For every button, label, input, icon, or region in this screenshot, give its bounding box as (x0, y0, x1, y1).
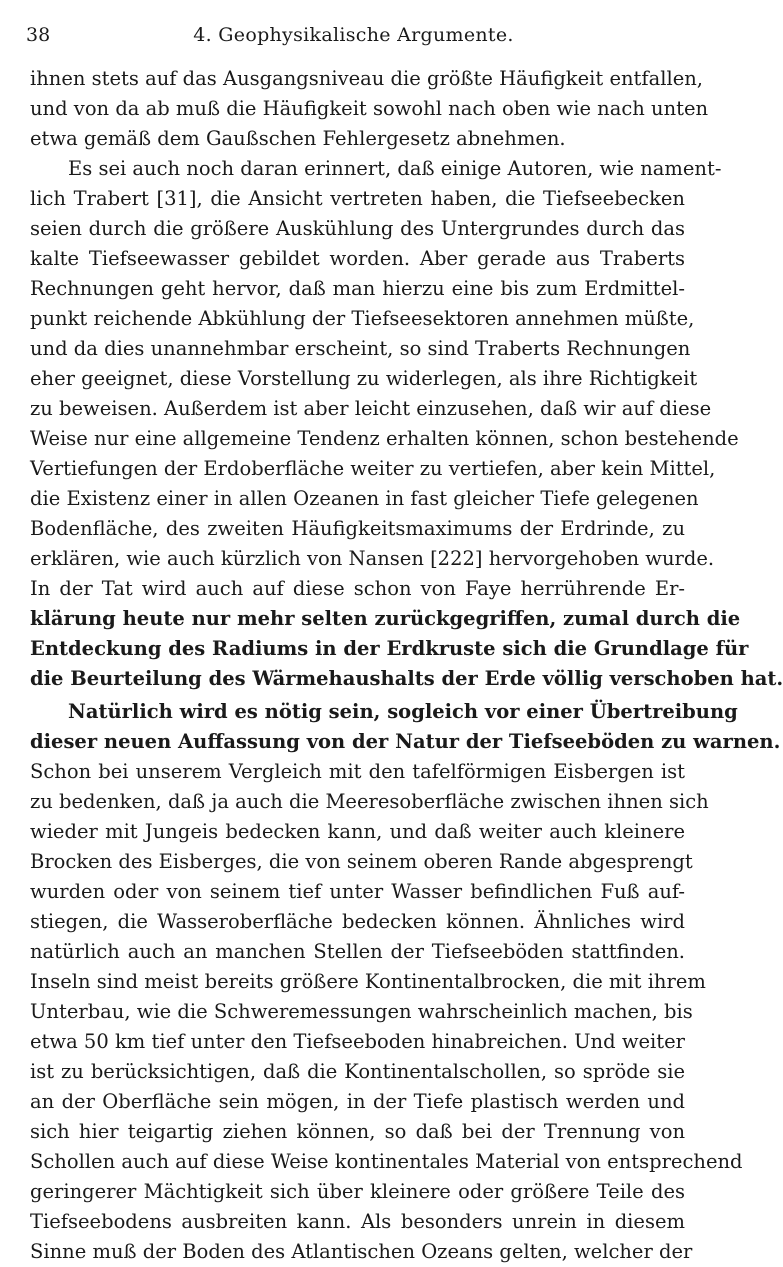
text-line: Inseln sind meist bereits größere Kontinentalbrocken, die mit ihrem (30, 970, 706, 993)
text-line: Brocken des Eisberges, die von seinem oberen Rande abgesprengt (30, 850, 693, 873)
text-line: an der Oberfläche sein mögen, in der Tiefe plastisch werden und (30, 1090, 685, 1113)
text-line: ist zu berücksichtigen, daß die Kontinentalschollen, so spröde sie (30, 1060, 685, 1083)
text-line: Vertiefungen der Erdoberfläche weiter zu vertiefen, aber kein Mittel, (30, 457, 716, 480)
text-line: stiegen, die Wasseroberfläche bedecken können. Ähnliches wird (30, 910, 685, 933)
text-line: sich hier teigartig ziehen können, so daß bei der Trennung von (30, 1120, 685, 1143)
page-header (26, 24, 681, 52)
text-line: Bodenfläche, des zweiten Häufigkeitsmaximums der Erdrinde, zu (30, 517, 685, 540)
text-line: Natürlich wird es nötig sein, sogleich vor einer Übertreibung (68, 700, 738, 723)
text-line: eher geeignet, diese Vorstellung zu widerlegen, als ihre Richtigkeit (30, 367, 698, 390)
text-line: seien durch die größere Auskühlung des Untergrundes durch das (30, 217, 685, 240)
text-line: Tiefseebodens ausbreiten kann. Als besonders unrein in diesem (30, 1210, 685, 1233)
text-line: natürlich auch an manchen Stellen der Tiefseeböden stattfinden. (30, 940, 685, 963)
text-line: kalte Tiefseewasser gebildet worden. Aber gerade aus Traberts (30, 247, 685, 270)
text-line: klärung heute nur mehr selten zurückgegriffen, zumal durch die (30, 607, 741, 630)
running-head: 4. Geophysikalische Argumente. (193, 24, 514, 46)
text-line: etwa gemäß dem Gaußschen Fehlergesetz abnehmen. (30, 127, 566, 150)
text-line: und da dies unannehmbar erscheint, so sind Traberts Rechnungen (30, 337, 691, 360)
text-line: zu beweisen. Außerdem ist aber leicht einzusehen, daß wir auf diese (30, 397, 712, 420)
text-line: wurden oder von seinem tief unter Wasser befindlichen Fuß auf- (30, 880, 685, 903)
text-line: die Existenz einer in allen Ozeanen in fast gleicher Tiefe gelegenen (30, 487, 699, 510)
text-line: und von da ab muß die Häufigkeit sowohl nach oben wie nach unten (30, 97, 709, 120)
text-line: punkt reichende Abkühlung der Tiefseesektoren annehmen müßte, (30, 307, 695, 330)
text-line: die Beurteilung des Wärmehaushalts der Erde völlig verschoben hat. (30, 667, 783, 690)
text-line: Schon bei unserem Vergleich mit den tafelförmigen Eisbergen ist (30, 760, 685, 783)
text-line: zu bedenken, daß ja auch die Meeresoberfläche zwischen ihnen sich (30, 790, 709, 813)
text-line: erklären, wie auch kürzlich von Nansen [222] hervorgehoben wurde. (30, 547, 715, 570)
text-line: ihnen stets auf das Ausgangsniveau die größte Häufigkeit entfallen, (30, 67, 703, 90)
text-line: In der Tat wird auch auf diese schon von Faye herrührende Er- (30, 577, 685, 600)
body-text (30, 64, 783, 1267)
text-line: dieser neuen Auffassung von der Natur der Tiefseeböden zu warnen. (30, 730, 781, 753)
text-line: Schollen auch auf diese Weise kontinentales Material von entsprechend (30, 1150, 743, 1173)
text-line: Weise nur eine allgemeine Tendenz erhalten können, schon bestehende (30, 427, 739, 450)
text-line: etwa 50 km tief unter den Tiefseeboden hinabreichen. Und weiter (30, 1030, 685, 1053)
text-line: geringerer Mächtigkeit sich über kleinere oder größere Teile des (30, 1180, 685, 1203)
text-line: Rechnungen geht hervor, daß man hierzu eine bis zum Erdmittel- (30, 277, 685, 300)
text-line: lich Trabert [31], die Ansicht vertreten haben, die Tiefseebecken (30, 187, 685, 210)
text-line: Entdeckung des Radiums in der Erdkruste sich die Grundlage für (30, 637, 749, 660)
text-line: Sinne muß der Boden des Atlantischen Ozeans gelten, welcher der (30, 1240, 693, 1263)
text-line: wieder mit Jungeis bedecken kann, und daß weiter auch kleinere (30, 820, 685, 843)
text-line: Es sei auch noch daran erinnert, daß einige Autoren, wie nament- (68, 157, 722, 180)
text-line: Unterbau, wie die Schweremessungen wahrscheinlich machen, bis (30, 1000, 693, 1023)
page-number: 38 (26, 24, 51, 46)
